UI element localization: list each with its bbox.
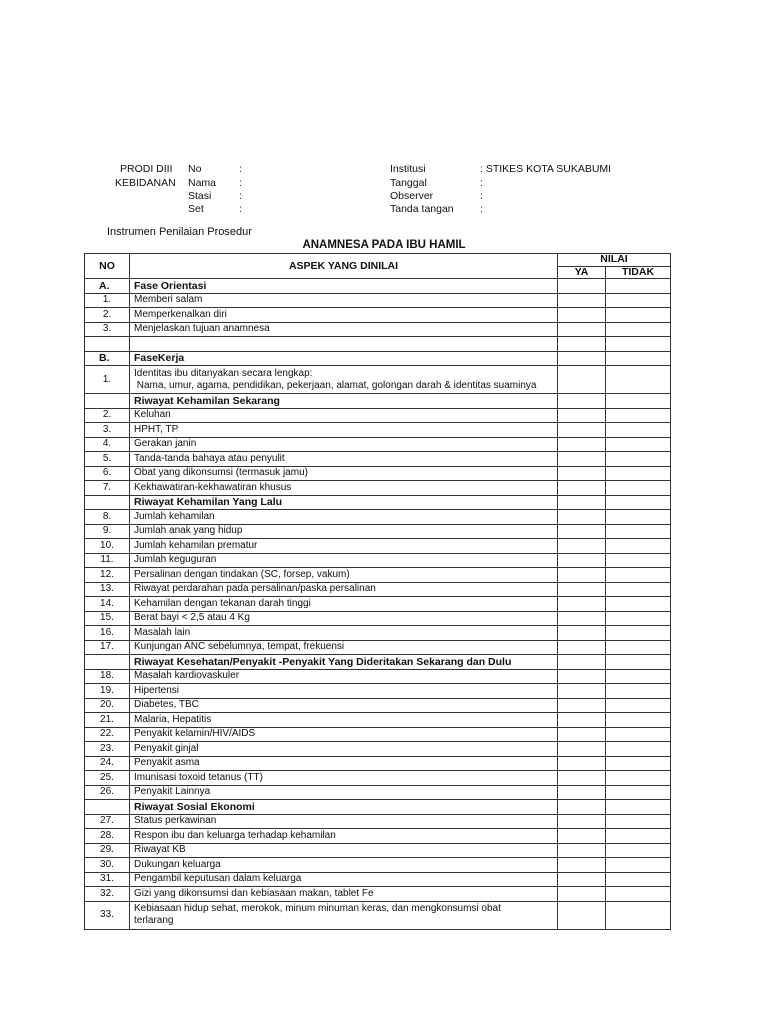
aspek-cell: Kekhawatiran-kekhawatiran khusus [130, 481, 558, 496]
row-number: 5. [85, 452, 130, 467]
ya-checkbox-cell[interactable] [558, 843, 606, 858]
tidak-checkbox-cell[interactable] [606, 669, 671, 684]
table-row [85, 858, 671, 873]
ya-checkbox-cell[interactable] [558, 279, 606, 294]
document-title: ANAMNESA PADA IBU HAMIL [302, 239, 466, 251]
field-tanggal-value: : [480, 177, 483, 189]
table-row [85, 582, 671, 597]
field-institusi-value: : STIKES KOTA SUKABUMI [480, 163, 612, 175]
tidak-checkbox-cell[interactable] [606, 756, 671, 771]
table-row [85, 510, 671, 525]
ya-checkbox-cell[interactable] [558, 481, 606, 496]
ya-checkbox-cell[interactable] [558, 452, 606, 467]
table-row [85, 727, 671, 742]
tidak-checkbox-cell[interactable] [606, 771, 671, 786]
row-number: 3. [85, 322, 130, 337]
field-institusi-label: Institusi [390, 163, 426, 175]
prodi-line-2: KEBIDANAN [115, 177, 176, 189]
ya-checkbox-cell[interactable] [558, 394, 606, 409]
ya-checkbox-cell[interactable] [558, 524, 606, 539]
tidak-checkbox-cell[interactable] [606, 785, 671, 800]
table-row [85, 785, 671, 800]
row-number: 19. [85, 684, 130, 699]
col-aspek-header: ASPEK YANG DINILAI [130, 254, 558, 279]
tidak-checkbox-cell[interactable] [606, 408, 671, 423]
aspek-cell: Jumlah kehamilan [130, 510, 558, 525]
row-number: 11. [85, 553, 130, 568]
row-number: 20. [85, 698, 130, 713]
row-number: 12. [85, 568, 130, 583]
aspek-cell: Gizi yang dikonsumsi dan kebiasaan makan, tablet Fe [130, 887, 558, 902]
row-number: 7. [85, 481, 130, 496]
section-row [85, 279, 671, 294]
aspek-cell: Malaria, Hepatitis [130, 713, 558, 728]
field-set-sep: : [239, 203, 242, 215]
tidak-checkbox-cell[interactable] [606, 800, 671, 815]
ya-checkbox-cell[interactable] [558, 640, 606, 655]
field-nama-sep: : [239, 177, 242, 189]
tidak-checkbox-cell[interactable] [606, 553, 671, 568]
tidak-checkbox-cell[interactable] [606, 872, 671, 887]
col-ya-header: YA [558, 266, 606, 279]
aspek-cell: Persalinan dengan tindakan (SC, forsep, vakum) [130, 568, 558, 583]
aspek-cell: Jumlah keguguran [130, 553, 558, 568]
row-number: 23. [85, 742, 130, 757]
table-row [85, 829, 671, 844]
table-row [85, 337, 671, 352]
field-tanda-tangan-label: Tanda tangan [390, 203, 454, 215]
table-row [85, 814, 671, 829]
row-number: 30. [85, 858, 130, 873]
aspek-cell: Berat bayi < 2,5 atau 4 Kg [130, 611, 558, 626]
row-number: 9. [85, 524, 130, 539]
aspek-cell: Keluhan [130, 408, 558, 423]
section-title: Riwayat Kehamilan Yang Lalu [130, 495, 558, 510]
row-number: 28. [85, 829, 130, 844]
table-row [85, 524, 671, 539]
ya-checkbox-cell[interactable] [558, 727, 606, 742]
row-number: 6. [85, 466, 130, 481]
aspek-text-continued: Nama, umur, agama, pendidikan, pekerjaan, alamat, golongan darah & identitas suaminya [134, 379, 537, 391]
table-row [85, 684, 671, 699]
ya-checkbox-cell[interactable] [558, 655, 606, 670]
ya-checkbox-cell[interactable] [558, 626, 606, 641]
table-row [85, 366, 671, 394]
row-number: 32. [85, 887, 130, 902]
aspek-text-continued: terlarang [134, 915, 174, 926]
section-title: Fase Orientasi [130, 279, 558, 294]
row-number: 14. [85, 597, 130, 612]
ya-checkbox-cell[interactable] [558, 901, 606, 929]
tidak-checkbox-cell[interactable] [606, 495, 671, 510]
tidak-checkbox-cell[interactable] [606, 742, 671, 757]
field-observer-label: Observer [390, 190, 434, 202]
row-number: 21. [85, 713, 130, 728]
ya-checkbox-cell[interactable] [558, 684, 606, 699]
tidak-checkbox-cell[interactable] [606, 597, 671, 612]
aspek-cell: Dukungan keluarga [130, 858, 558, 873]
row-number: 26. [85, 785, 130, 800]
field-tanda-tangan-value: : [480, 203, 483, 215]
ya-checkbox-cell[interactable] [558, 553, 606, 568]
ya-checkbox-cell[interactable] [558, 814, 606, 829]
tidak-checkbox-cell[interactable] [606, 684, 671, 699]
tidak-checkbox-cell[interactable] [606, 293, 671, 308]
aspek-cell: Penyakit asma [130, 756, 558, 771]
field-set-label: Set [188, 203, 204, 215]
ya-checkbox-cell[interactable] [558, 800, 606, 815]
section-row [85, 800, 671, 815]
tidak-checkbox-cell[interactable] [606, 437, 671, 452]
table-row [85, 669, 671, 684]
row-number: 25. [85, 771, 130, 786]
row-number [85, 655, 130, 670]
tidak-checkbox-cell[interactable] [606, 423, 671, 438]
tidak-checkbox-cell[interactable] [606, 582, 671, 597]
aspek-cell: Hipertensi [130, 684, 558, 699]
ya-checkbox-cell[interactable] [558, 293, 606, 308]
tidak-checkbox-cell[interactable] [606, 887, 671, 902]
aspek-cell: Penyakit kelamin/HIV/AIDS [130, 727, 558, 742]
aspek-cell: Obat yang dikonsumsi (termasuk jamu) [130, 466, 558, 481]
field-stasi-label: Stasi [188, 190, 212, 202]
section-row [85, 495, 671, 510]
tidak-checkbox-cell[interactable] [606, 524, 671, 539]
ya-checkbox-cell[interactable] [558, 742, 606, 757]
aspek-cell: Jumlah kehamilan prematur [130, 539, 558, 554]
field-no-sep: : [239, 163, 242, 175]
prodi-line-1: PRODI DIII [120, 163, 173, 175]
aspek-cell: HPHT, TP [130, 423, 558, 438]
tidak-checkbox-cell[interactable] [606, 466, 671, 481]
section-title: Riwayat Kehamilan Sekarang [130, 394, 558, 409]
aspek-cell: Riwayat KB [130, 843, 558, 858]
tidak-checkbox-cell[interactable] [606, 901, 671, 929]
field-no-label: No [188, 163, 202, 175]
aspek-cell [130, 901, 558, 929]
row-number: 4. [85, 437, 130, 452]
tidak-checkbox-cell[interactable] [606, 829, 671, 844]
row-number: A. [85, 279, 130, 294]
tidak-checkbox-cell[interactable] [606, 337, 671, 352]
table-row [85, 611, 671, 626]
section-title: Riwayat Sosial Ekonomi [130, 800, 558, 815]
row-number [85, 800, 130, 815]
tidak-checkbox-cell[interactable] [606, 351, 671, 366]
row-number: 2. [85, 308, 130, 323]
tidak-checkbox-cell[interactable] [606, 713, 671, 728]
ya-checkbox-cell[interactable] [558, 611, 606, 626]
row-number: 29. [85, 843, 130, 858]
row-number: 16. [85, 626, 130, 641]
field-observer-value: : [480, 190, 483, 202]
tidak-checkbox-cell[interactable] [606, 322, 671, 337]
tidak-checkbox-cell[interactable] [606, 481, 671, 496]
ya-checkbox-cell[interactable] [558, 510, 606, 525]
tidak-checkbox-cell[interactable] [606, 539, 671, 554]
ya-checkbox-cell[interactable] [558, 582, 606, 597]
row-number: 1. [85, 293, 130, 308]
table-row [85, 437, 671, 452]
field-tanggal-label: Tanggal [390, 177, 427, 189]
field-nama-label: Nama [188, 177, 217, 189]
aspek-cell: Riwayat perdarahan pada persalinan/paska persalinan [130, 582, 558, 597]
ya-checkbox-cell[interactable] [558, 669, 606, 684]
row-number [85, 394, 130, 409]
section-title: Riwayat Kesehatan/Penyakit -Penyakit Yang Dideritakan Sekarang dan Dulu [130, 655, 558, 670]
table-row [85, 872, 671, 887]
row-number: 17. [85, 640, 130, 655]
ya-checkbox-cell[interactable] [558, 887, 606, 902]
row-number [85, 337, 130, 352]
table-row [85, 756, 671, 771]
row-number: 24. [85, 756, 130, 771]
tidak-checkbox-cell[interactable] [606, 308, 671, 323]
tidak-checkbox-cell[interactable] [606, 394, 671, 409]
aspek-cell: Memperkenalkan diri [130, 308, 558, 323]
col-tidak-header: TIDAK [606, 266, 671, 279]
table-row [85, 481, 671, 496]
table-row [85, 901, 671, 929]
ya-checkbox-cell[interactable] [558, 858, 606, 873]
col-no-header: NO [85, 254, 130, 279]
aspek-cell: Gerakan janin [130, 437, 558, 452]
aspek-cell: Imunisasi toxoid tetanus (TT) [130, 771, 558, 786]
table-row [85, 408, 671, 423]
ya-checkbox-cell[interactable] [558, 785, 606, 800]
ya-checkbox-cell[interactable] [558, 698, 606, 713]
row-number: 31. [85, 872, 130, 887]
row-number: 3. [85, 423, 130, 438]
aspek-cell: Memberi salam [130, 293, 558, 308]
tidak-checkbox-cell[interactable] [606, 858, 671, 873]
ya-checkbox-cell[interactable] [558, 713, 606, 728]
table-row [85, 698, 671, 713]
ya-checkbox-cell[interactable] [558, 408, 606, 423]
aspek-cell [130, 366, 558, 394]
assessment-table [84, 253, 671, 930]
table-row [85, 713, 671, 728]
ya-checkbox-cell[interactable] [558, 322, 606, 337]
row-number: 2. [85, 408, 130, 423]
aspek-cell [130, 337, 558, 352]
table-row [85, 423, 671, 438]
aspek-cell: Masalah lain [130, 626, 558, 641]
aspek-cell: Kehamilan dengan tekanan darah tinggi [130, 597, 558, 612]
tidak-checkbox-cell[interactable] [606, 568, 671, 583]
ya-checkbox-cell[interactable] [558, 597, 606, 612]
aspek-cell: Penyakit ginjal [130, 742, 558, 757]
table-row [85, 771, 671, 786]
instrumen-label: Instrumen Penilaian Prosedur [107, 226, 252, 238]
row-number: 15. [85, 611, 130, 626]
ya-checkbox-cell[interactable] [558, 539, 606, 554]
table-row [85, 308, 671, 323]
row-number: 27. [85, 814, 130, 829]
table-row [85, 626, 671, 641]
row-number: 8. [85, 510, 130, 525]
aspek-cell: Tanda-tanda bahaya atau penyulit [130, 452, 558, 467]
aspek-cell: Status perkawinan [130, 814, 558, 829]
table-header-row [85, 254, 671, 267]
row-number: 33. [85, 901, 130, 929]
col-nilai-header: NILAI [558, 254, 671, 267]
table-row [85, 568, 671, 583]
tidak-checkbox-cell[interactable] [606, 279, 671, 294]
table-row [85, 843, 671, 858]
tidak-checkbox-cell[interactable] [606, 510, 671, 525]
ya-checkbox-cell[interactable] [558, 771, 606, 786]
table-row [85, 553, 671, 568]
tidak-checkbox-cell[interactable] [606, 611, 671, 626]
ya-checkbox-cell[interactable] [558, 308, 606, 323]
aspek-cell: Kunjungan ANC sebelumnya, tempat, frekuensi [130, 640, 558, 655]
table-row [85, 742, 671, 757]
tidak-checkbox-cell[interactable] [606, 698, 671, 713]
ya-checkbox-cell[interactable] [558, 568, 606, 583]
table-row [85, 887, 671, 902]
tidak-checkbox-cell[interactable] [606, 626, 671, 641]
tidak-checkbox-cell[interactable] [606, 843, 671, 858]
row-number: 1. [85, 366, 130, 394]
row-number: 10. [85, 539, 130, 554]
aspek-cell: Respon ibu dan keluarga terhadap kehamilan [130, 829, 558, 844]
aspek-text: Identitas ibu ditanyakan secara lengkap: [134, 367, 313, 379]
table-row [85, 539, 671, 554]
tidak-checkbox-cell[interactable] [606, 640, 671, 655]
tidak-checkbox-cell[interactable] [606, 452, 671, 467]
aspek-cell: Jumlah anak yang hidup [130, 524, 558, 539]
row-number: 22. [85, 727, 130, 742]
ya-checkbox-cell[interactable] [558, 366, 606, 394]
ya-checkbox-cell[interactable] [558, 423, 606, 438]
section-title: FaseKerja [130, 351, 558, 366]
aspek-text: Kebiasaan hidup sehat, merokok, minum minuman keras, dan mengkonsumsi obat [134, 903, 501, 914]
row-number: 13. [85, 582, 130, 597]
tidak-checkbox-cell[interactable] [606, 814, 671, 829]
ya-checkbox-cell[interactable] [558, 872, 606, 887]
ya-checkbox-cell[interactable] [558, 756, 606, 771]
table-row [85, 293, 671, 308]
aspek-cell: Penyakit Lainnya [130, 785, 558, 800]
field-stasi-sep: : [239, 190, 242, 202]
row-number: B. [85, 351, 130, 366]
ya-checkbox-cell[interactable] [558, 337, 606, 352]
section-row [85, 351, 671, 366]
tidak-checkbox-cell[interactable] [606, 366, 671, 394]
ya-checkbox-cell[interactable] [558, 437, 606, 452]
tidak-checkbox-cell[interactable] [606, 727, 671, 742]
tidak-checkbox-cell[interactable] [606, 655, 671, 670]
section-row [85, 394, 671, 409]
table-row [85, 640, 671, 655]
aspek-cell: Masalah kardiovaskuler [130, 669, 558, 684]
aspek-cell: Pengambil keputusan dalam keluarga [130, 872, 558, 887]
aspek-cell: Menjelaskan tujuan anamnesa [130, 322, 558, 337]
table-row [85, 322, 671, 337]
ya-checkbox-cell[interactable] [558, 466, 606, 481]
row-number [85, 495, 130, 510]
aspek-cell: Diabetes, TBC [130, 698, 558, 713]
section-row [85, 655, 671, 670]
table-row [85, 466, 671, 481]
table-row [85, 452, 671, 467]
ya-checkbox-cell[interactable] [558, 495, 606, 510]
table-row [85, 597, 671, 612]
row-number: 18. [85, 669, 130, 684]
ya-checkbox-cell[interactable] [558, 829, 606, 844]
ya-checkbox-cell[interactable] [558, 351, 606, 366]
